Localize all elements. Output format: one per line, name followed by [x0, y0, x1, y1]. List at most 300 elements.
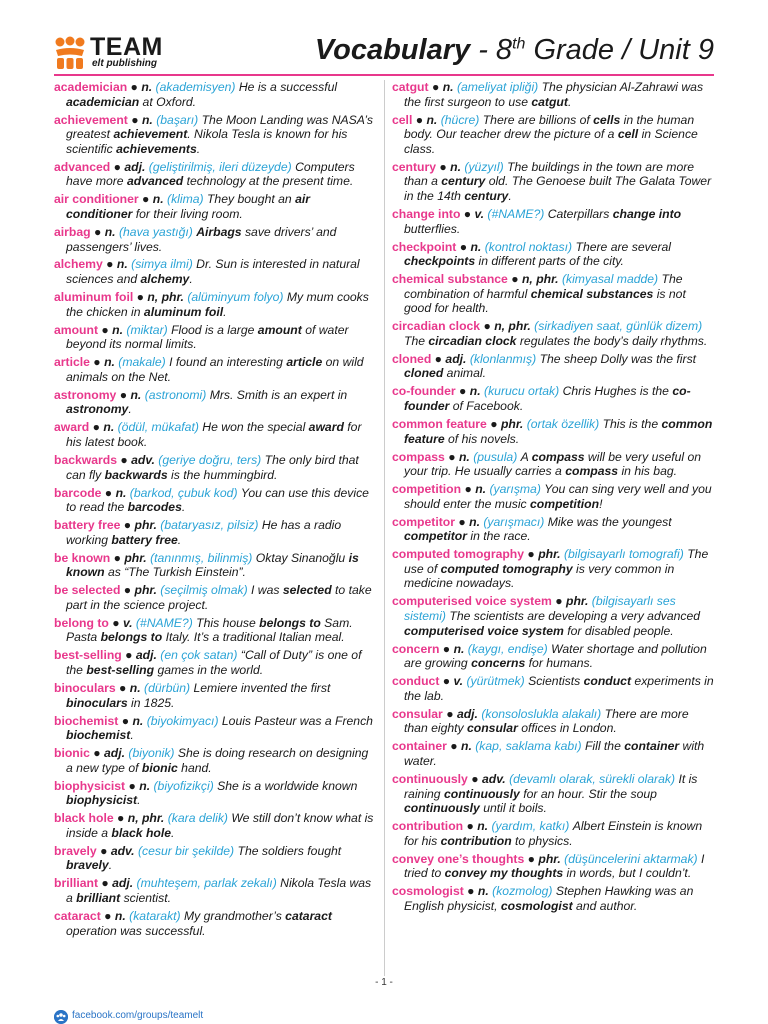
part-of-speech: n. [112, 322, 123, 337]
translation: (kontrol noktası) [484, 239, 573, 254]
translation: (yarışmacı) [483, 514, 545, 529]
logo-subtitle: elt publishing [92, 58, 157, 69]
translation: (biyofizikçi) [153, 778, 214, 793]
vocab-entry [392, 547, 714, 591]
part-of-speech: n. [453, 641, 465, 656]
part-of-speech: n. [442, 80, 454, 94]
translation: (yarışma) [489, 482, 541, 497]
example-sentence: Caterpillars change into butterflies. [404, 206, 682, 236]
column-divider [384, 80, 385, 976]
vocab-entry [392, 352, 714, 381]
part-of-speech: n, phr. [521, 272, 559, 287]
vocab-word: compass [392, 449, 445, 464]
part-of-speech: n. [152, 192, 164, 207]
part-of-speech: n, phr. [494, 319, 531, 334]
bullet-icon: ● [98, 876, 113, 891]
translation: (hava yastığı) [118, 224, 193, 239]
vocab-word: aluminum foil [54, 290, 134, 305]
bullet-icon: ● [110, 550, 125, 565]
group-icon [54, 1010, 68, 1024]
part-of-speech: adj. [135, 648, 157, 663]
part-of-speech: n. [116, 257, 128, 272]
vocab-entry [392, 417, 714, 446]
part-of-speech: adj. [104, 746, 126, 761]
translation: (biyokimyacı) [146, 713, 219, 728]
example-sentence: Mike was the youngest competitor in the race. [404, 514, 672, 544]
bullet-icon: ● [101, 485, 116, 500]
vocab-entry [392, 515, 714, 544]
example-sentence: There are several checkpoints in different parts of the city. [404, 239, 672, 269]
translation: (klima) [167, 192, 204, 207]
vocab-word: cosmologist [392, 884, 464, 899]
title-grade-num: 8 [495, 34, 513, 66]
example-sentence: I tried to convey my thoughts in words, but I couldn’t. [404, 851, 705, 881]
vocab-entry [54, 876, 376, 905]
part-of-speech: v. [453, 674, 464, 689]
example-sentence: Mrs. Smith is an expert in astronomy. [66, 387, 348, 417]
bullet-icon: ● [133, 290, 148, 305]
vocab-word: checkpoint [392, 239, 457, 254]
vocab-column-right [392, 80, 714, 917]
vocab-word: binoculars [54, 681, 116, 695]
vocab-word: advanced [54, 159, 111, 174]
title-grade-sup: th [512, 35, 526, 53]
example-sentence: We still don’t know what is inside a black hole. [66, 811, 374, 840]
translation: (astronomi) [144, 387, 207, 402]
example-sentence: He won the special award for his latest book. [66, 420, 362, 449]
example-sentence: Louis Pasteur was a French biochemist. [66, 713, 373, 743]
translation: (yüzyıl) [464, 159, 504, 174]
vocab-entry [392, 852, 714, 881]
vocab-entry [54, 486, 376, 515]
translation: (bataryasız, pilsiz) [160, 518, 259, 533]
vocab-word: continuously [392, 771, 468, 786]
vocab-word: competitor [392, 514, 455, 529]
example-sentence: The physician Al-Zahrawi was the first surgeon to use catgut. [404, 80, 704, 109]
translation: (yürütmek) [466, 674, 525, 689]
bullet-icon: ● [455, 384, 470, 399]
page-title [315, 34, 714, 67]
part-of-speech: n. [141, 80, 153, 94]
part-of-speech: n. [469, 384, 481, 399]
bullet-icon: ● [89, 355, 105, 370]
vocab-entry [392, 450, 714, 479]
translation: (makale) [118, 355, 166, 370]
vocab-entry [54, 648, 376, 677]
part-of-speech: n. [475, 482, 487, 497]
example-sentence: Water shortage and pollution are growing concerns for humans. [404, 641, 707, 671]
vocab-entry [54, 551, 376, 580]
bullet-icon: ● [436, 159, 451, 174]
bullet-icon: ● [117, 452, 132, 467]
translation: (konsoloslukla alakalı) [481, 706, 602, 721]
vocab-word: circadian clock [392, 319, 481, 334]
example-sentence: This house belongs to Sam. Pasta belongs to Italy. It’s a traditional Italian meal. [66, 615, 353, 645]
translation: (başarı) [156, 112, 199, 127]
bullet-icon: ● [89, 420, 104, 435]
bullet-icon: ● [439, 674, 454, 689]
vocab-entry [392, 80, 714, 109]
translation: (en çok satan) [160, 648, 238, 663]
vocab-word: chemical substance [392, 272, 508, 287]
translation: (hücre) [440, 112, 480, 127]
vocab-word: barcode [54, 485, 102, 500]
bullet-icon: ● [121, 648, 136, 663]
bullet-icon: ● [113, 811, 128, 826]
example-sentence: The sheep Dolly was the first cloned animal. [404, 351, 697, 381]
part-of-speech: n. [115, 485, 127, 500]
part-of-speech: n. [141, 112, 153, 127]
part-of-speech: n. [129, 681, 141, 695]
bullet-icon: ● [551, 594, 567, 609]
example-sentence: They bought an air conditioner for their living room. [66, 192, 310, 221]
vocab-entry [54, 616, 376, 645]
translation: (tanınmış, bilinmiş) [150, 550, 253, 565]
vocab-word: belong to [54, 615, 109, 630]
bullet-icon: ● [120, 518, 135, 533]
part-of-speech: n. [104, 355, 115, 370]
part-of-speech: n. [477, 884, 489, 899]
example-sentence: Albert Einstein is known for his contribution to physics. [404, 819, 703, 848]
bullet-icon: ● [439, 641, 454, 656]
vocab-word: change into [392, 206, 461, 221]
bullet-icon: ● [138, 192, 153, 207]
translation: (bilgisayarlı ses sistemi) [404, 594, 676, 624]
example-sentence: Airbags save drivers’ and passengers’ lives. [66, 224, 337, 254]
vocab-entry [392, 272, 714, 316]
example-sentence: She is doing research on designing a new type of bionic hand. [66, 746, 369, 775]
bullet-icon: ● [127, 112, 142, 127]
bullet-icon: ● [461, 482, 476, 497]
vocab-word: common feature [392, 416, 487, 431]
example-sentence: The buildings in the town are more than a century old. The Genoese built The Galata Tower in the 14th century. [404, 159, 712, 203]
vocab-word: competition [392, 482, 462, 497]
vocab-entry [54, 80, 376, 109]
vocab-word: cloned [392, 351, 432, 366]
bullet-icon: ● [454, 514, 470, 529]
vocab-word: astronomy [54, 387, 117, 402]
bullet-icon: ● [460, 206, 475, 221]
bullet-icon: ● [507, 272, 522, 287]
translation: (kozmolog) [492, 884, 553, 899]
part-of-speech: adv. [131, 452, 155, 467]
bullet-icon: ● [125, 778, 140, 793]
vocab-entry [54, 192, 376, 221]
example-sentence: Scientists conduct experiments in the lab. [404, 674, 714, 703]
facebook-link[interactable]: facebook.com/groups/teamelt [72, 1010, 204, 1021]
vocab-entry [392, 160, 714, 204]
bullet-icon: ● [456, 239, 471, 254]
example-sentence: The only bird that can fly backwards is the hummingbird. [66, 452, 359, 482]
translation: (kara delik) [167, 811, 228, 826]
part-of-speech: adj. [445, 351, 467, 366]
part-of-speech: n. [477, 819, 489, 834]
translation: (sirkadiyen saat, günlük dizem) [534, 319, 703, 334]
example-sentence: A compass will be very useful on your trip. He usually carries a compass in his bag. [404, 449, 702, 479]
page-header [0, 0, 768, 76]
part-of-speech: n. [470, 239, 482, 254]
vocab-word: century [392, 159, 437, 174]
bullet-icon: ● [102, 257, 117, 272]
example-sentence: There are more than eighty consular offices in London. [404, 706, 689, 736]
vocab-entry [54, 681, 376, 710]
bullet-icon: ● [108, 615, 123, 630]
vocab-word: consular [392, 706, 443, 721]
translation: (pusula) [473, 449, 518, 464]
bullet-icon: ● [463, 819, 478, 834]
vocab-word: battery free [54, 518, 121, 533]
vocab-entry [392, 674, 714, 703]
part-of-speech: adv. [110, 843, 135, 858]
translation: (geliştirilmiş, ileri düzeyde) [148, 159, 292, 174]
vocab-word: alchemy [54, 257, 103, 272]
translation: (seçilmiş olmak) [160, 583, 248, 598]
translation: (klonlanmış) [469, 351, 537, 366]
vocab-word: computed tomography [392, 547, 525, 562]
bullet-icon: ● [480, 319, 495, 334]
vocab-word: backwards [54, 452, 118, 467]
vocab-entry [392, 207, 714, 236]
footer-link[interactable] [54, 1010, 214, 1024]
vocab-column-left [54, 80, 376, 942]
vocab-entry [54, 518, 376, 547]
example-sentence: Chris Hughes is the co-founder of Facebook. [404, 384, 691, 413]
vocab-word: container [392, 739, 447, 754]
bullet-icon: ● [486, 416, 501, 431]
vocab-word: contribution [392, 819, 464, 834]
bullet-icon: ● [115, 681, 130, 695]
translation: (yardım, katkı) [491, 819, 570, 834]
vocab-word: award [54, 420, 90, 435]
team-logo-icon [54, 36, 86, 70]
example-sentence: The scientists are developing a very advanced computerised voice system for disabled people. [404, 609, 701, 638]
translation: (düşüncelerini aktarmak) [564, 851, 698, 866]
bullet-icon: ● [96, 843, 111, 858]
example-sentence: He has a radio working battery free. [66, 518, 342, 547]
example-sentence: Dr. Sun is interested in natural sciences and alchemy. [66, 257, 360, 287]
example-sentence: “Call of Duty” is one of the best-selling games in the world. [66, 648, 362, 678]
part-of-speech: phr. [124, 550, 147, 565]
example-sentence: There are billions of cells in the human body. Our teacher drew the picture of a cell in Science class. [404, 112, 698, 156]
example-sentence: The soldiers fought bravely. [66, 843, 342, 873]
translation: (akademisyen) [155, 80, 236, 94]
translation: (cesur bir şekilde) [137, 843, 235, 858]
part-of-speech: n, phr. [127, 811, 165, 826]
vocab-word: cataract [54, 909, 101, 924]
part-of-speech: phr. [134, 518, 157, 533]
vocab-entry [54, 844, 376, 873]
team-logo [54, 33, 174, 72]
part-of-speech: n. [458, 449, 470, 464]
vocab-entry [54, 257, 376, 286]
bullet-icon: ● [446, 739, 461, 754]
example-sentence: Nikola Tesla was a brilliant scientist. [66, 876, 372, 906]
vocab-entry [54, 420, 376, 449]
example-sentence: You can use this device to read the barcodes. [66, 485, 369, 515]
example-sentence: The use of computed tomography is very common in medicine nowadays. [404, 547, 709, 591]
vocab-entry [54, 583, 376, 612]
example-sentence: You can sing very well and you should enter the music competition! [404, 482, 712, 511]
translation: (katarakt) [129, 909, 181, 924]
vocab-word: brilliant [54, 876, 99, 891]
vocab-word: bionic [54, 746, 90, 761]
title-rest: Grade / Unit 9 [525, 34, 714, 66]
example-sentence: Lemiere invented the first binoculars in 1825. [66, 681, 331, 710]
vocab-entry [54, 811, 376, 840]
example-sentence: Oktay Sinanoğlu is known as “The Turkish Einstein”. [66, 550, 359, 580]
example-sentence: My grandmother’s cataract operation was successful. [66, 909, 332, 938]
example-sentence: Fill the container with water. [404, 739, 705, 768]
vocab-word: bravely [54, 843, 97, 858]
vocab-word: best-selling [54, 648, 122, 663]
part-of-speech: phr. [500, 416, 524, 431]
bullet-icon: ● [412, 112, 427, 127]
example-sentence: He is a successful academician at Oxford. [66, 80, 338, 109]
part-of-speech: n. [130, 387, 142, 402]
example-sentence: I found an interesting article on wild animals on the Net. [66, 355, 364, 384]
bullet-icon: ● [524, 851, 539, 866]
translation: (miktar) [126, 322, 168, 337]
vocab-entry [54, 225, 376, 254]
part-of-speech: phr. [538, 547, 561, 562]
part-of-speech: v. [474, 206, 485, 221]
vocab-word: amount [54, 322, 99, 337]
part-of-speech: phr. [538, 851, 561, 866]
translation: (kaygı, endişe) [467, 641, 548, 656]
translation: (simya ilmi) [131, 257, 193, 272]
part-of-speech: adj. [112, 876, 134, 891]
bullet-icon: ● [110, 159, 125, 174]
translation: (devamlı olarak, sürekli olarak) [509, 771, 676, 786]
bullet-icon: ● [90, 224, 105, 239]
vocab-word: be selected [54, 583, 121, 598]
part-of-speech: n. [426, 112, 438, 127]
translation: (dürbün) [144, 681, 191, 695]
translation: (kimyasal madde) [561, 272, 659, 287]
bullet-icon: ● [118, 713, 133, 728]
example-sentence: The circadian clock regulates the body’s daily rhythms. [404, 333, 708, 348]
vocab-entry [54, 453, 376, 482]
bullet-icon: ● [127, 80, 142, 94]
vocab-entry [392, 113, 714, 157]
bullet-icon: ● [89, 746, 105, 761]
part-of-speech: n. [139, 778, 151, 793]
example-sentence: My mum cooks the chicken in aluminum foil. [66, 290, 369, 319]
vocab-entry [392, 739, 714, 768]
title-main: Vocabulary [314, 34, 471, 66]
example-sentence: Flood is a large amount of water beyond its normal limits. [66, 322, 349, 352]
vocab-entry [392, 819, 714, 848]
translation: (barkod, çubuk kod) [129, 485, 238, 500]
vocab-entry [54, 323, 376, 352]
translation: (muhteşem, parlak zekalı) [136, 876, 277, 891]
vocab-entry [392, 642, 714, 671]
vocab-word: academician [54, 80, 128, 94]
translation: (ödül, mükafat) [117, 420, 199, 435]
vocab-entry [54, 909, 376, 938]
vocab-entry [54, 388, 376, 417]
logo-title: TEAM [90, 33, 163, 61]
translation: (#NAME?) [135, 615, 193, 630]
bullet-icon: ● [463, 884, 478, 899]
part-of-speech: phr. [134, 583, 157, 598]
vocab-word: biophysicist [54, 778, 126, 793]
bullet-icon: ● [431, 351, 446, 366]
part-of-speech: n, phr. [147, 290, 184, 305]
vocab-entry [54, 290, 376, 319]
vocab-word: catgut [392, 80, 429, 94]
vocab-word: computerised voice system [392, 594, 552, 609]
page-number: - 1 - [375, 977, 393, 988]
vocab-entry [392, 772, 714, 816]
bullet-icon: ● [116, 387, 131, 402]
example-sentence: It is raining continuously for an hour. Stir the soup continuously until it boils. [404, 771, 698, 816]
bullet-icon: ● [524, 547, 539, 562]
bullet-icon: ● [467, 771, 482, 786]
example-sentence: The Moon Landing was NASA’s greatest achievement. Nikola Tesla is known for his scientific achievements. [66, 112, 374, 156]
part-of-speech: n. [103, 420, 115, 435]
vocab-word: concern [392, 641, 440, 656]
part-of-speech: n. [450, 159, 462, 174]
vocab-entry [54, 355, 376, 384]
bullet-icon: ● [120, 583, 135, 598]
title-dash: - [470, 34, 496, 66]
translation: (biyonik) [128, 746, 175, 761]
translation: (ortak özellik) [526, 416, 600, 431]
vocab-entry [392, 884, 714, 913]
bullet-icon: ● [444, 449, 459, 464]
vocab-entry [392, 319, 714, 348]
translation: (kap, saklama kabı) [475, 739, 582, 754]
vocab-entry [392, 482, 714, 511]
part-of-speech: v. [122, 615, 133, 630]
bullet-icon: ● [428, 80, 443, 94]
vocab-entry [54, 160, 376, 189]
part-of-speech: adj. [456, 706, 478, 721]
part-of-speech: phr. [566, 594, 589, 609]
vocab-entry [392, 384, 714, 413]
vocab-word: biochemist [54, 713, 119, 728]
translation: (alüminyum folyo) [187, 290, 284, 305]
part-of-speech: n. [104, 224, 116, 239]
vocab-entry [392, 594, 714, 638]
vocab-word: article [54, 355, 90, 370]
vocab-word: airbag [54, 224, 91, 239]
example-sentence: She is a worldwide known biophysicist. [66, 778, 358, 808]
example-sentence: The combination of harmful chemical substances is not good for health. [404, 272, 686, 316]
translation: (#NAME?) [487, 206, 545, 221]
example-sentence: I was selected to take part in the science project. [66, 583, 372, 612]
vocab-word: convey one’s thoughts [392, 851, 525, 866]
vocab-word: cell [392, 112, 413, 127]
part-of-speech: adv. [481, 771, 506, 786]
vocab-word: co-founder [392, 384, 456, 399]
translation: (bilgisayarlı tomografi) [563, 547, 684, 562]
bullet-icon: ● [442, 706, 457, 721]
part-of-speech: n. [461, 739, 472, 754]
part-of-speech: n. [114, 909, 126, 924]
example-sentence: Computers have more advanced technology at the present time. [66, 159, 355, 189]
vocab-entry [54, 746, 376, 775]
vocab-entry [54, 113, 376, 157]
vocab-word: conduct [392, 674, 440, 689]
part-of-speech: adj. [124, 159, 146, 174]
part-of-speech: n. [469, 514, 480, 529]
example-sentence: Stephen Hawking was an English physicist, cosmologist and author. [404, 884, 694, 913]
vocab-entry [392, 240, 714, 269]
bullet-icon: ● [100, 909, 115, 924]
translation: (geriye doğru, ters) [158, 452, 262, 467]
